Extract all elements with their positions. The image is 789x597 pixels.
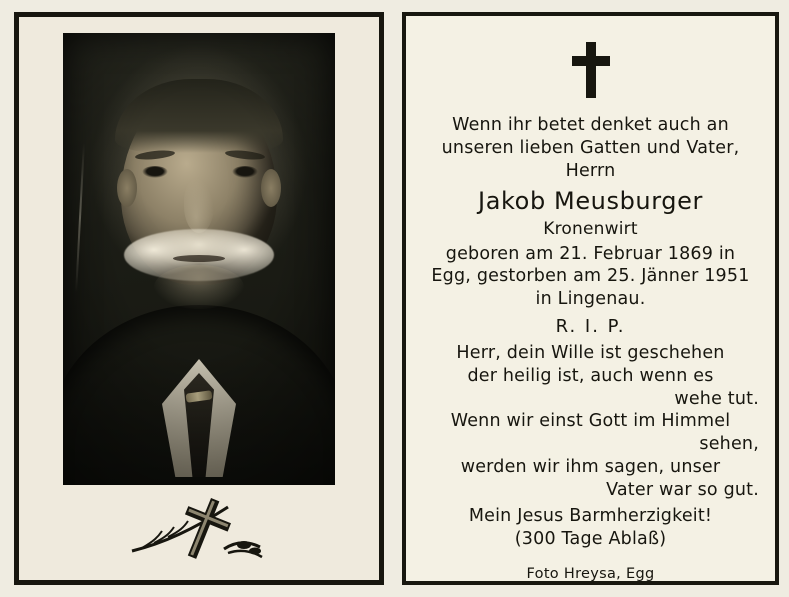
- intro-line-3: Herrn: [565, 160, 616, 181]
- nose-shape: [184, 179, 214, 233]
- intro-line-2: unseren lieben Gatten und Vater,: [441, 137, 740, 158]
- prayer-line-4: Wenn wir einst Gott im Himmel: [450, 411, 731, 432]
- chin-shape: [154, 265, 244, 309]
- intro-line-1: Wenn ihr betet denket auch an: [452, 115, 729, 135]
- eye-left-shape: [142, 166, 168, 178]
- eye-right-shape: [232, 166, 258, 178]
- text-frame: [402, 12, 779, 585]
- ear-left-shape: [117, 169, 137, 207]
- photo-credit: Foto Hreysa, Egg: [526, 565, 655, 582]
- deceased-title: Kronenwirt: [543, 219, 638, 240]
- photo-inner: [35, 31, 363, 564]
- closing-line-1: Mein Jesus Barmherzigkeit!: [468, 506, 713, 527]
- prayer-line-3: wehe tut.: [674, 388, 759, 409]
- ear-right-shape: [261, 169, 281, 207]
- prayer-line-6: werden wir ihm sagen, unser: [460, 456, 721, 477]
- photo-panel: [0, 0, 394, 597]
- deceased-name: Jakob Meusburger: [478, 187, 703, 216]
- verse-block: [422, 114, 759, 551]
- latin-cross-icon: [568, 42, 614, 102]
- prayer-line-5: sehen,: [699, 434, 759, 455]
- closing-line-2: (300 Tage Ablaß): [514, 529, 667, 550]
- hair-shape: [115, 79, 283, 153]
- photo-scratch: [75, 143, 85, 293]
- prayer-line-1: Herr, dein Wille ist geschehen: [456, 343, 725, 364]
- text-panel: [394, 0, 789, 597]
- dates-line-1: geboren am 21. Februar 1869 in: [445, 243, 736, 264]
- photo-frame: [14, 12, 384, 585]
- mouth-shape: [173, 255, 225, 262]
- prayer-line-2: der heilig ist, auch wenn es: [467, 365, 714, 386]
- dates-line-2: Egg, gestorben am 25. Jänner 1951: [431, 266, 750, 287]
- cross-palm-emblem-icon: [124, 493, 274, 563]
- portrait-photo: [63, 33, 335, 485]
- dates-line-3: in Lingenau.: [535, 289, 646, 310]
- rip-text: R. I. P.: [555, 315, 626, 337]
- prayer-line-7: Vater war so gut.: [606, 479, 759, 500]
